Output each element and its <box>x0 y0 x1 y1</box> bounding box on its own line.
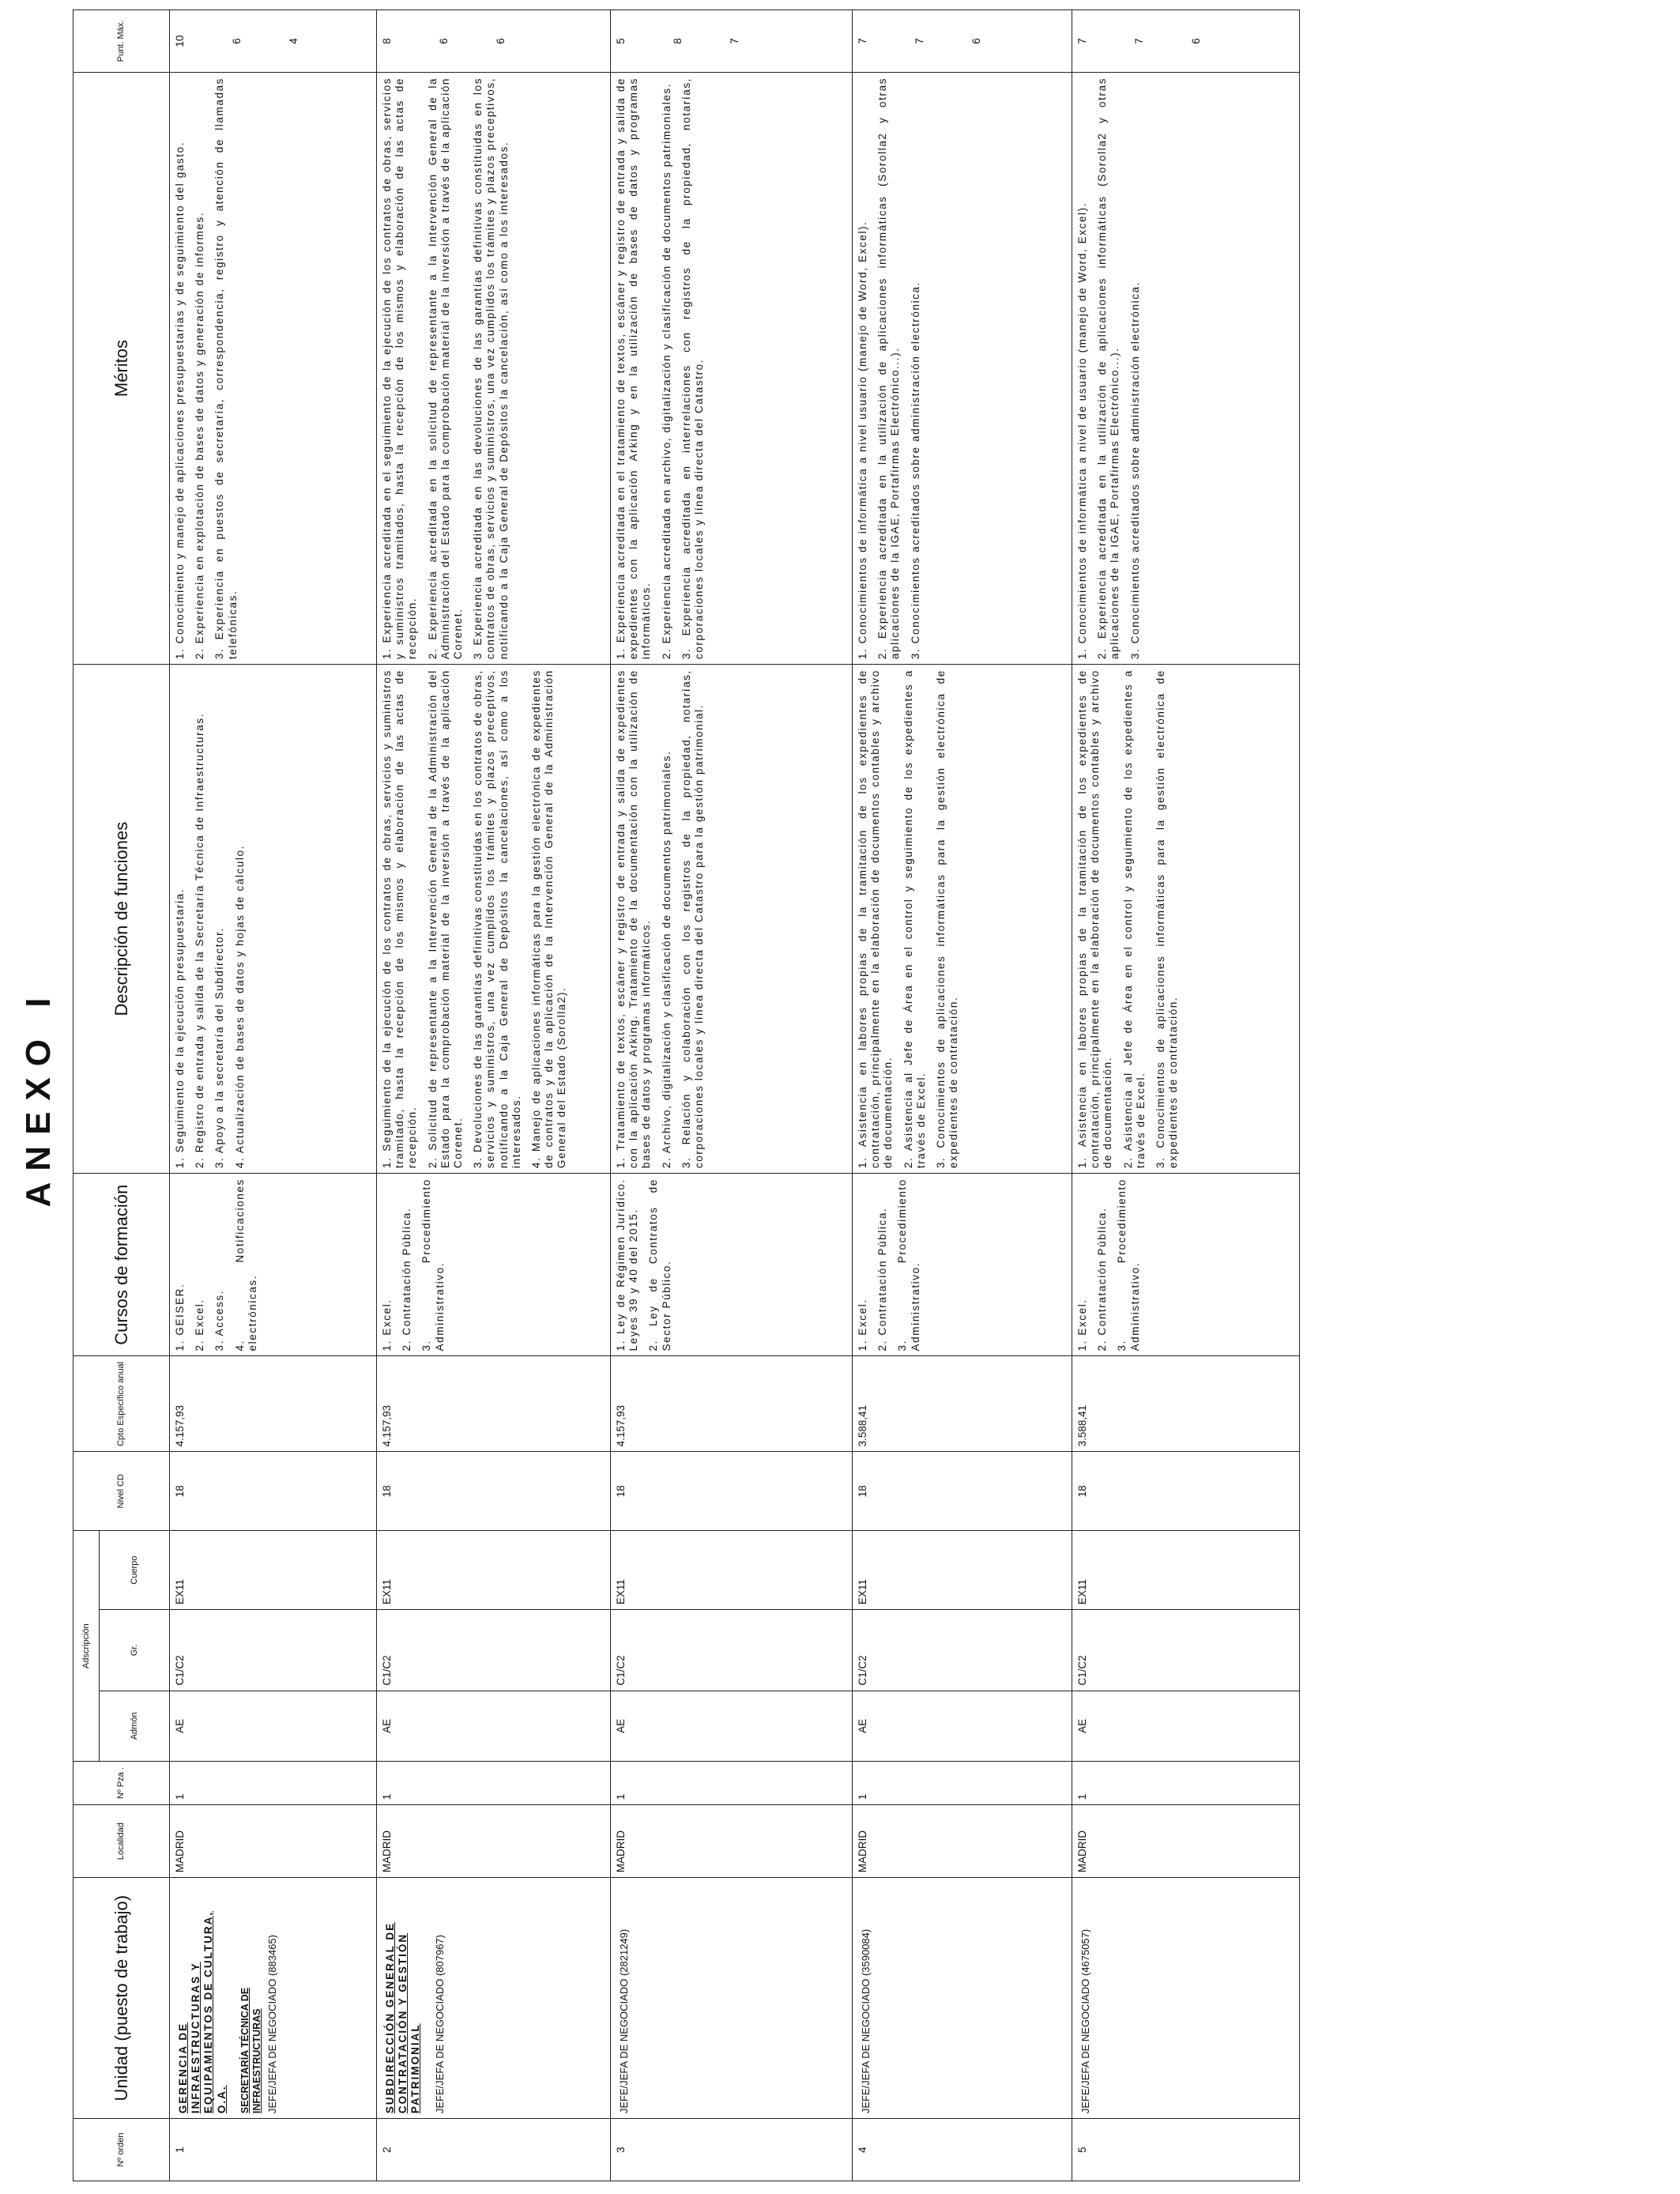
funciones-cell-item: 2. Archivo, digitalización y clasificación de documentos patrimoniales. <box>660 750 672 1169</box>
gr-cell: C1/C2 <box>1072 1610 1300 1691</box>
orden-cell: 4 <box>853 2119 1072 2181</box>
funciones-cell-item: 3. Apoyo a la secretaría del Subdirector. <box>213 927 226 1169</box>
cursos-cell-item: 3. Procedimiento Administrativo. <box>896 1178 921 1351</box>
funciones-cell <box>1072 665 1300 1174</box>
meritos-cell <box>1072 72 1300 664</box>
unidad-cell <box>170 1878 377 2119</box>
cursos-cell-item: 3. Procedimiento Administrativo. <box>1116 1178 1141 1351</box>
cuerpo-cell: EX11 <box>1072 1531 1300 1610</box>
punto-value: 6 <box>438 38 450 44</box>
npza-cell: 1 <box>611 1762 853 1805</box>
npza-cell: 1 <box>1072 1762 1300 1805</box>
puntos-cell <box>1072 10 1300 73</box>
cursos-cell-item: 3. Procedimiento Administrativo. <box>420 1178 446 1351</box>
unit-subheading: SECRETARÍA TÉCNICA DE INFRAESTRUCTURAS <box>239 1987 262 2114</box>
meritos-cell <box>377 72 611 664</box>
cursos-cell <box>170 1174 377 1356</box>
funciones-cell-item: 3. Devoluciones de las garantías definitivas constituidas en los contratos de obras, servicios y suministros, una vez cumplidos los trámites y plazos preceptivos, notificando a la Caja General de Depósitos la cancelaciones, así como a los interesados. <box>472 669 522 1169</box>
cursos-cell-item: 2. Ley de Contratos de Sector Público. <box>647 1178 672 1351</box>
header-punt: Punt. Máx. <box>73 10 170 73</box>
meritos-cell-item: 1. Conocimientos de informática a nivel usuario (manejo de Word, Excel). <box>857 221 868 660</box>
cursos-cell-item: 1. Excel. <box>1076 1299 1088 1351</box>
meritos-cell-item: 2. Experiencia acreditada en archivo, digitalización y clasificación de documentos patrimoniales. <box>660 82 672 660</box>
meritos-cell-item: 2. Experiencia acreditada en la solicitud de representante a la Intervención General de la Administración del Estado para la comprobación material de la inversión a través de la aplicación Corenet. <box>426 77 464 660</box>
cursos-cell <box>611 1174 853 1356</box>
punto-value: 7 <box>913 38 926 44</box>
unidad-cell <box>1072 1878 1300 2119</box>
cursos-cell-item: 2. Contratación Pública. <box>876 1207 889 1351</box>
npza-cell: 1 <box>853 1762 1072 1805</box>
puntos-cell <box>377 10 611 73</box>
funciones-cell <box>611 665 853 1174</box>
table-row <box>853 10 1072 2181</box>
punto-value: 6 <box>970 38 983 44</box>
funciones-cell-item: 3. Conocimientos de aplicaciones informáticas para la gestión electrónica de expedientes de contratación. <box>934 669 960 1169</box>
cursos-cell <box>853 1174 1072 1356</box>
puntos-cell <box>853 10 1072 73</box>
meritos-cell-item: 2. Experiencia acreditada en la utilización de aplicaciones informáticas (Sorolla2 y otras aplicaciones de la IGAE, Portafirmas Electrónico...). <box>1096 77 1121 660</box>
funciones-cell-item: 3. Conocimientos de aplicaciones informáticas para la gestión electrónica de expedientes de contratación. <box>1154 669 1180 1169</box>
cursos-cell-item: 1. Excel. <box>381 1299 393 1351</box>
cursos-cell-item: 4. Notificaciones electrónicas. <box>233 1178 258 1351</box>
gr-cell: C1/C2 <box>611 1610 853 1691</box>
header-cursos: Cursos de formación <box>73 1174 170 1356</box>
funciones-cell-item: 3. Relación y colaboración con los registros de la propiedad, notarías, corporaciones locales y línea directa del Catastro para la gestión patrimonial. <box>680 669 705 1169</box>
header-npza: Nº Pza . <box>73 1762 170 1805</box>
header-adscripcion: Adscripción <box>73 1531 100 1762</box>
annex-table <box>73 9 1300 2181</box>
admon-cell: AE <box>1072 1691 1300 1761</box>
punto-value: 7 <box>857 38 868 44</box>
header-gr: Gr. <box>100 1610 170 1691</box>
funciones-cell-item: 4. Actualización de bases de datos y hojas de cálculo. <box>233 845 246 1169</box>
meritos-cell <box>853 72 1072 664</box>
cursos-cell-item: 2. Contratación Pública. <box>401 1207 413 1351</box>
localidad-cell: MADRID <box>170 1805 377 1878</box>
funciones-cell-item: 2. Asistencia al Jefe de Área en el control y seguimiento de los expedientes a través de Excel. <box>902 669 927 1169</box>
header-orden: Nº orden <box>73 2119 170 2181</box>
meritos-cell-item: 1. Conocimientos de informática a nivel de usuario (manejo de Word, Excel). <box>1076 202 1088 660</box>
meritos-cell-item: 1. Experiencia acreditada en el tratamiento de textos, escáner y registro de entrada y salida de expedientes con la aplicación Arking y en la utilización de bases de datos y programas informáticos. <box>615 77 653 660</box>
puesto-label: JEFE/JEFA DE NEGOCIADO (4675057) <box>1079 1928 1091 2114</box>
cuerpo-cell: EX11 <box>853 1531 1072 1610</box>
funciones-cell <box>170 665 377 1174</box>
table-body <box>170 10 1300 2181</box>
npza-cell: 1 <box>377 1762 611 1805</box>
funciones-cell-item: 1. Asistencia en labores propias de la tramitación de los expedientes de contratación, principalmente en la elaboración de documentos contables y archivo de documentación. <box>857 669 895 1169</box>
punto-value: 6 <box>1190 38 1203 44</box>
cuerpo-cell: EX11 <box>611 1531 853 1610</box>
meritos-cell <box>170 72 377 664</box>
cursos-cell-item: 3. Access. <box>213 1289 226 1351</box>
table-row <box>377 10 611 2181</box>
punto-value: 5 <box>615 38 627 44</box>
cuerpo-cell: EX11 <box>170 1531 377 1610</box>
table-row <box>170 10 377 2181</box>
puntos-cell <box>170 10 377 73</box>
header-cpto: Cpto Específico anual <box>73 1356 170 1452</box>
cursos-cell <box>377 1174 611 1356</box>
cpto-cell: 4.157,93 <box>611 1356 853 1452</box>
cpto-cell: 3.588,41 <box>1072 1356 1300 1452</box>
nivel-cell: 18 <box>853 1452 1072 1531</box>
unidad-cell <box>853 1878 1072 2119</box>
unidad-cell <box>377 1878 611 2119</box>
gr-cell: C1/C2 <box>377 1610 611 1691</box>
funciones-cell-item: 1. Tratamiento de textos, escáner y registro de entrada y salida de expedientes con la aplicación Arking. Tratamiento de la documentación con la utilización de bases de datos y programas informáticos. <box>615 669 653 1169</box>
unit-heading: GERENCIA DE INFRAESTRUCTURAS Y EQUIPAMIENTOS DE CULTURA, O.A. <box>177 1910 228 2114</box>
header-meritos: Méritos <box>73 72 170 664</box>
meritos-cell <box>611 72 853 664</box>
npza-cell: 1 <box>170 1762 377 1805</box>
punto-value: 10 <box>174 35 186 47</box>
meritos-cell-item: 1. Experiencia acreditada en el seguimiento de la ejecución de los contratos de obras, servicios y suministros tramitados, hasta la recepción de los mismos y elaboración de las actas de recepción. <box>381 77 419 660</box>
unit-heading: SUBDIRECCIÓN GENERAL DE CONTRATACIÓN Y GESTIÓN PATRIMONIAL <box>384 1921 422 2114</box>
gr-cell: C1/C2 <box>170 1610 377 1691</box>
orden-cell: 3 <box>611 2119 853 2181</box>
cursos-cell-item: 2. Excel. <box>194 1299 206 1351</box>
meritos-cell-item: 2. Experiencia acreditada en la utilización de aplicaciones informáticas (Sorolla2 y otras aplicaciones de la IGAE, Portafirmas Electrónico...). <box>876 77 902 660</box>
puesto-label: JEFE/JEFA DE NEGOCIADO (883465) <box>266 1935 278 2114</box>
meritos-cell-item: 2. Experiencia en explotación de bases de datos y generación de informes. <box>194 211 206 660</box>
punto-value: 8 <box>381 38 393 44</box>
punto-value: 6 <box>495 38 507 44</box>
admon-cell: AE <box>377 1691 611 1761</box>
table-row <box>611 10 853 2181</box>
cursos-cell-item: 1. GEISER. <box>174 1283 186 1351</box>
admon-cell: AE <box>170 1691 377 1761</box>
funciones-cell-item: 1. Seguimiento de la ejecución de los contratos de obras, servicios y suministros tramitado, hasta la recepción de los mismos y elaboración de las actas de recepción. <box>381 669 419 1169</box>
nivel-cell: 18 <box>1072 1452 1300 1531</box>
punto-value: 8 <box>672 38 684 44</box>
meritos-cell-item: 1. Conocimiento y manejo de aplicaciones presupuestarias y de seguimiento del gasto. <box>174 141 186 660</box>
cuerpo-cell: EX11 <box>377 1531 611 1610</box>
table-row <box>1072 10 1300 2181</box>
nivel-cell: 18 <box>377 1452 611 1531</box>
puesto-label: JEFE/JEFA DE NEGOCIADO (3590084) <box>860 1928 872 2114</box>
punto-value: 7 <box>1076 38 1088 44</box>
puesto-label: JEFE/JEFA DE NEGOCIADO (2821249) <box>618 1928 630 2114</box>
meritos-cell-item: 3. Conocimientos acreditados sobre administración electrónica. <box>909 281 921 660</box>
admon-cell: AE <box>853 1691 1072 1761</box>
gr-cell: C1/C2 <box>853 1610 1072 1691</box>
header-unidad: Unidad (puesto de trabajo) <box>73 1878 170 2119</box>
header-cuerpo: Cuerpo <box>100 1531 170 1610</box>
funciones-cell <box>853 665 1072 1174</box>
punto-value: 6 <box>231 38 243 44</box>
punto-value: 7 <box>1133 38 1146 44</box>
cursos-cell-item: 2. Contratación Pública. <box>1096 1207 1109 1351</box>
header-localidad: Localidad <box>73 1805 170 1878</box>
puesto-label: JEFE/JEFA DE NEGOCIADO (807967) <box>433 1935 446 2114</box>
cursos-cell-item: 1. Excel. <box>857 1299 868 1351</box>
funciones-cell-item: 2. Registro de entrada y salida de la Secretaría Técnica de Infraestructuras. <box>194 712 206 1169</box>
cursos-cell-item: 1. Ley de Régimen Jurídico. Leyes 39 y 40 del 2015. <box>615 1178 640 1351</box>
funciones-cell-item: 2. Solicitud de representante a la Intervención General de la Administración del Estado para la comprobación material de la inversión a través de la aplicación Corenet. <box>426 669 464 1169</box>
cpto-cell: 4.157,93 <box>170 1356 377 1452</box>
orden-cell: 1 <box>170 2119 377 2181</box>
funciones-cell-item: 2. Asistencia al Jefe de Área en el control y seguimiento de los expedientes a través de Excel. <box>1121 669 1147 1169</box>
localidad-cell: MADRID <box>853 1805 1072 1878</box>
nivel-cell: 18 <box>170 1452 377 1531</box>
punto-value: 7 <box>729 38 741 44</box>
funciones-cell <box>377 665 611 1174</box>
funciones-cell-item: 4. Manejo de aplicaciones informáticas para la gestión electrónica de expedientes de contratos y de la aplicación de la Intervención General de la Administración General del Estado (Sorolla2). <box>529 669 568 1169</box>
cursos-cell <box>1072 1174 1300 1356</box>
header-nivel: Nivel CD <box>73 1452 170 1531</box>
document-title: ANEXO I <box>19 986 58 1208</box>
localidad-cell: MADRID <box>377 1805 611 1878</box>
punto-value: 4 <box>288 38 300 44</box>
cpto-cell: 4.157,93 <box>377 1356 611 1452</box>
meritos-cell-item: 3. Conocimientos acreditados sobre administración electrónica. <box>1128 281 1141 660</box>
localidad-cell: MADRID <box>1072 1805 1300 1878</box>
orden-cell: 5 <box>1072 2119 1300 2181</box>
meritos-cell-item: 3 Experiencia acreditada en las devoluciones de las garantías definitivas constituidas en los contratos de obras, servicios y suministros, una vez cumplidos los trámites y plazos preceptivos, notificando a la Caja General de Depósitos la cancelación, así como a los interesados. <box>472 77 510 660</box>
admon-cell: AE <box>611 1691 853 1761</box>
puntos-cell <box>611 10 853 73</box>
funciones-cell-item: 1. Seguimiento de la ejecución presupuestaria. <box>174 888 186 1169</box>
orden-cell: 2 <box>377 2119 611 2181</box>
meritos-cell-item: 3. Experiencia acreditada en interrelaciones con registros de la propiedad, notarías, corporaciones locales y línea directa del Catastro. <box>680 77 705 660</box>
header-funciones: Descripción de funciones <box>73 665 170 1174</box>
funciones-cell-item: 1. Asistencia en labores propias de la tramitación de los expedientes de contratación, principalmente en la elaboración de documentos contables y archivo de documentación. <box>1076 669 1114 1169</box>
header-row-1 <box>73 10 100 2181</box>
unidad-cell <box>611 1878 853 2119</box>
meritos-cell-item: 3. Experiencia en puestos de secretaría, correspondencia, registro y atención de llamadas telefónicas. <box>213 77 239 660</box>
cpto-cell: 3.588,41 <box>853 1356 1072 1452</box>
header-admon: Admón <box>100 1691 170 1761</box>
nivel-cell: 18 <box>611 1452 853 1531</box>
localidad-cell: MADRID <box>611 1805 853 1878</box>
